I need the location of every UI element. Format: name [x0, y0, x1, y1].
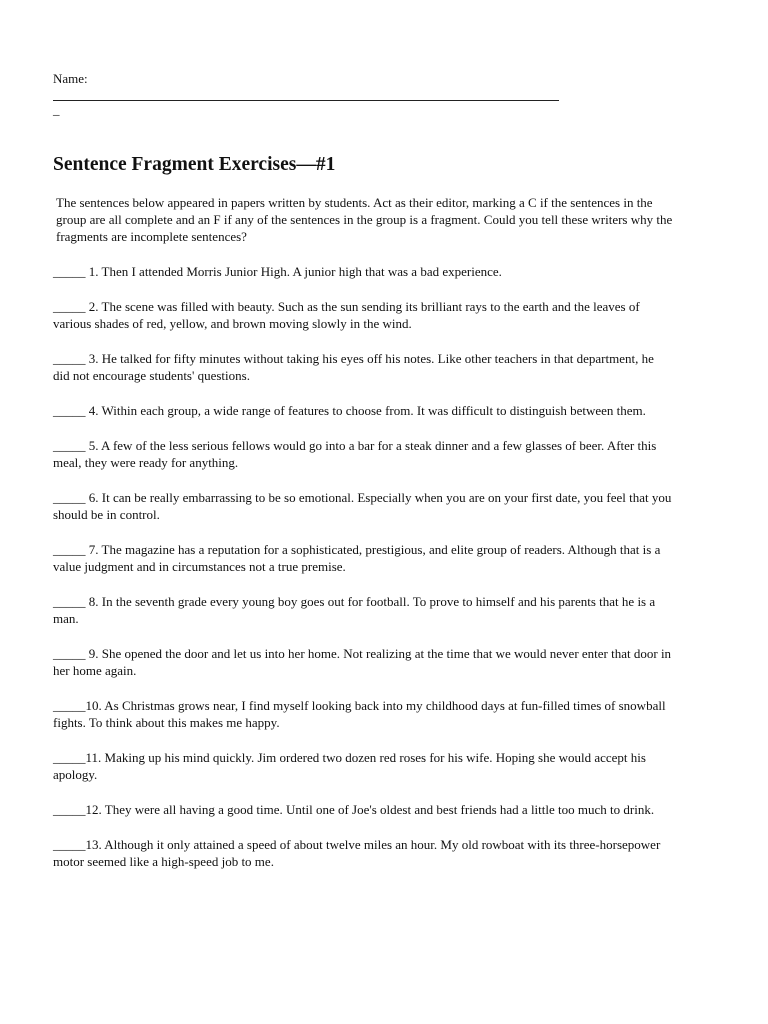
- exercise-item: _____ 1. Then I attended Morris Junior High. A junior high that was a bad experience.: [53, 264, 502, 279]
- exercise-item: _____13. Although it only attained a speed of about twelve miles an hour. My old rowboat with its three-horsepower motor seemed like a high-speed job to me.: [53, 837, 661, 869]
- exercise-item: _____ 6. It can be really embarrassing to be so emotional. Especially when you are on your first date, you feel that you should be in control.: [53, 490, 672, 522]
- name-label: Name:: [53, 71, 88, 86]
- exercise-item: _____ 4. Within each group, a wide range of features to choose from. It was difficult to distinguish between them.: [53, 403, 646, 418]
- exercise-item: _____11. Making up his mind quickly. Jim ordered two dozen red roses for his wife. Hoping she would accept his apology.: [53, 750, 646, 782]
- exercise-list: [53, 263, 673, 870]
- worksheet-page: [53, 70, 673, 888]
- name-line-tail: _: [53, 102, 60, 117]
- exercise-item: _____ 7. The magazine has a reputation for a sophisticated, prestigious, and elite group of readers. Although that is a value judgment and in circumstances not a true premise.: [53, 542, 661, 574]
- exercise-item: _____12. They were all having a good time. Until one of Joe's oldest and best friends had a little too much to drink.: [53, 802, 655, 817]
- exercise-item: _____ 5. A few of the less serious fellows would go into a bar for a steak dinner and a few glasses of beer. After this meal, they were ready for anything.: [53, 438, 657, 470]
- name-blank-line: [53, 100, 559, 101]
- exercise-item: _____ 3. He talked for fifty minutes without taking his eyes off his notes. Like other teachers in that department, he did not encourage students' questions.: [53, 351, 654, 383]
- instructions-paragraph: The sentences below appeared in papers written by students. Act as their editor, marking a C if the sentences in the group are all complete and an F if any of the sentences in the group is a fragment. Could you tell these writers why the fragments are incomplete sentences?: [56, 195, 673, 244]
- page-title: Sentence Fragment Exercises—#1: [53, 154, 336, 175]
- exercise-item: _____ 9. She opened the door and let us into her home. Not realizing at the time that we would never enter that door in her home again.: [53, 646, 672, 678]
- exercise-item: _____ 8. In the seventh grade every young boy goes out for football. To prove to himself and his parents that he is a man.: [53, 594, 656, 626]
- exercise-item: _____ 2. The scene was filled with beauty. Such as the sun sending its brilliant rays to the earth and the leaves of various shades of red, yellow, and brown moving slowly in the wind.: [53, 299, 640, 331]
- exercise-item: _____10. As Christmas grows near, I find myself looking back into my childhood days at fun-filled times of snowball fights. To think about this makes me happy.: [53, 698, 666, 730]
